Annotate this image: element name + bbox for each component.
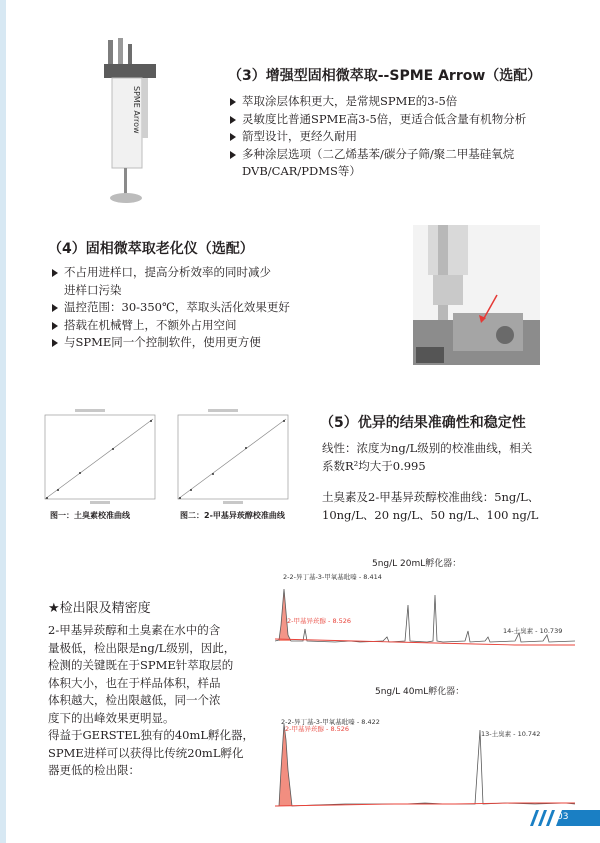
section3-bullets bbox=[230, 93, 570, 181]
list-item: 萃取涂层体积更大，是常规SPME的3-5倍 bbox=[230, 93, 570, 111]
triangle-bullet-icon bbox=[230, 116, 236, 124]
spme-arrow-photo bbox=[100, 38, 170, 208]
detection-title: ★检出限及精密度 bbox=[48, 601, 151, 616]
list-item: 搭载在机械臂上，不额外占用空间 bbox=[52, 317, 352, 335]
chromatogram1 bbox=[275, 567, 575, 667]
list-item: 多种涂层选项（二乙烯基苯/碳分子筛/聚二甲基硅氧烷 bbox=[230, 146, 570, 164]
list-item: 温控范围：30-350℃，萃取头活化效果更好 bbox=[52, 299, 352, 317]
chromatogram2-peak-label-mib: 2-甲基异莰醇 - 8.526 bbox=[285, 725, 350, 733]
page-number: 03 bbox=[557, 812, 569, 822]
calibration-curve-mib bbox=[168, 407, 293, 507]
triangle-bullet-icon bbox=[52, 322, 58, 330]
calibration-caption-mib: 图二：2-甲基异莰醇校准曲线 bbox=[180, 511, 285, 520]
chromatogram2-title: 5ng/L 40mL孵化器： bbox=[375, 687, 465, 697]
calibration-curve-geosmin bbox=[35, 407, 160, 507]
section5-title: （5）优异的结果准确性和稳定性 bbox=[320, 415, 526, 431]
chromatogram2 bbox=[275, 700, 575, 810]
conditioning-station-photo bbox=[413, 225, 540, 365]
chromatogram1-peak-label-ibmp: 2-2-异丁基-3-甲氧基吡嗪 - 8.414 bbox=[283, 573, 382, 581]
section4-bullets bbox=[52, 264, 352, 352]
chromatogram2-peak-label-ibmp: 2-2-异丁基-3-甲氧基吡嗪 - 8.422 bbox=[281, 718, 380, 726]
triangle-bullet-icon bbox=[52, 339, 58, 347]
spme-arrow-photo-label: SPME Arrow bbox=[132, 86, 141, 134]
triangle-bullet-icon bbox=[52, 304, 58, 312]
chromatogram1-peak-label-geosmin: 14-土臭素 - 10.739 bbox=[503, 627, 563, 635]
detection-text: 2-甲基异莰醇和土臭素在水中的含 量极低，检出限是ng/L级别，因此， 检测的关键既在于SPME针萃取层的 体积大小，也在于样品体积，样品 体积越大，检出限越低，同一个浓 度下的出峰效果更明显。 得益于GERSTEL独有的40mL孵化器， SPME进样可以获得比传统20mL孵化 器更低的检出限： bbox=[48, 623, 254, 777]
triangle-bullet-icon bbox=[230, 151, 236, 159]
chromatogram1-peak-label-mib: 2-甲基异莰醇 - 8.526 bbox=[287, 617, 352, 625]
list-item-continuation: DVB/CAR/PDMS等） bbox=[242, 164, 361, 178]
list-item-continuation: 进样口污染 bbox=[64, 282, 122, 297]
list-item: 与SPME同一个控制软件，使用更方便 bbox=[52, 334, 352, 352]
list-item: 不占用进样口，提高分析效率的同时减少 bbox=[52, 264, 352, 282]
section5-text: 线性：浓度为ng/L级别的校准曲线，相关 系数R²均大于0.995 土臭素及2-甲基异莰醇校准曲线：5ng/L、 10ng/L、20 ng/L、50 ng/L、100 ng/L bbox=[322, 441, 540, 522]
calibration-caption-geosmin: 图一：土臭素校准曲线 bbox=[50, 511, 130, 520]
chromatogram2-peak-label-geosmin: 13-土臭素 - 10.742 bbox=[481, 730, 541, 738]
triangle-bullet-icon bbox=[230, 133, 236, 141]
triangle-bullet-icon bbox=[230, 98, 236, 106]
left-margin-stripe bbox=[0, 0, 6, 843]
list-item: 灵敏度比普通SPME高3-5倍，更适合低含量有机物分析 bbox=[230, 111, 570, 129]
chromatogram1-title: 5ng/L 20mL孵化器： bbox=[372, 559, 462, 569]
triangle-bullet-icon bbox=[52, 269, 58, 277]
section3-title: （3）增强型固相微萃取--SPME Arrow（选配） bbox=[228, 68, 542, 84]
section4-title: （4）固相微萃取老化仪（选配） bbox=[48, 241, 254, 257]
list-item: 箭型设计，更经久耐用 bbox=[230, 128, 570, 146]
